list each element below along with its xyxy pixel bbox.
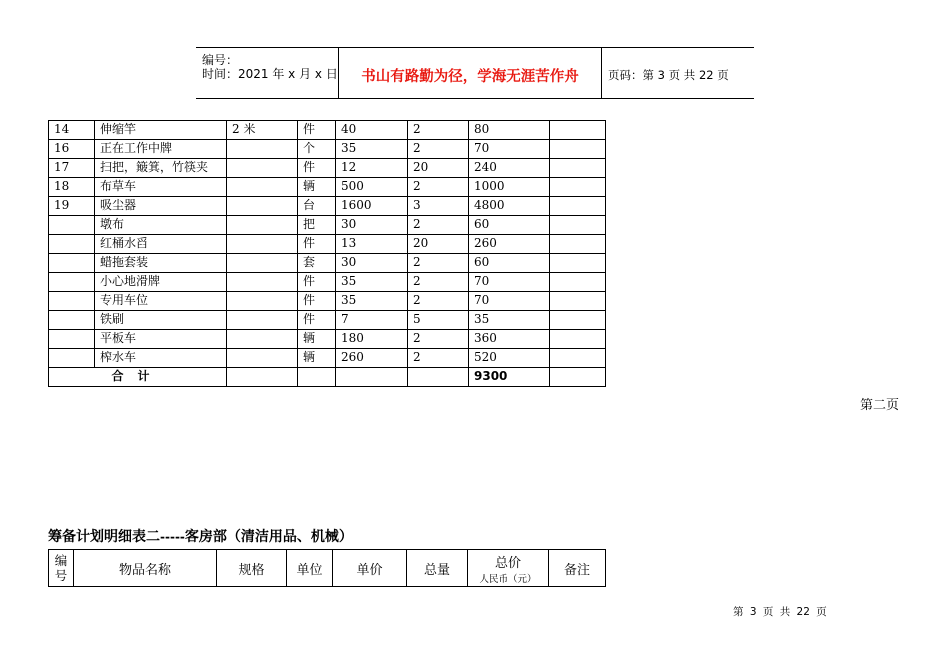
cell-spec bbox=[227, 178, 298, 197]
cell-name: 布草车 bbox=[95, 178, 227, 197]
cell-unit: 件 bbox=[298, 121, 336, 140]
cell-total: 35 bbox=[469, 311, 550, 330]
cell-spec bbox=[227, 159, 298, 178]
cell-price: 13 bbox=[336, 235, 408, 254]
cell-spec: 2 米 bbox=[227, 121, 298, 140]
header-note: 备注 bbox=[549, 550, 606, 587]
cell-spec bbox=[227, 311, 298, 330]
cell-name: 平板车 bbox=[95, 330, 227, 349]
table-row bbox=[49, 273, 606, 292]
cell-spec bbox=[227, 235, 298, 254]
cell-qty: 2 bbox=[408, 121, 469, 140]
cell-qty: 2 bbox=[408, 292, 469, 311]
total-cell-empty bbox=[408, 368, 469, 387]
cell-no: 17 bbox=[49, 159, 95, 178]
header-name: 物品名称 bbox=[74, 550, 217, 587]
cell-name: 扫把，簸箕，竹筷夹 bbox=[95, 159, 227, 178]
doc-number-label: 编号： bbox=[202, 53, 239, 67]
items-table bbox=[48, 120, 606, 387]
header-page-cell bbox=[602, 48, 754, 98]
cell-unit: 件 bbox=[298, 235, 336, 254]
cell-price: 30 bbox=[336, 254, 408, 273]
cell-spec bbox=[227, 197, 298, 216]
cell-spec bbox=[227, 254, 298, 273]
cell-qty: 2 bbox=[408, 254, 469, 273]
page-header bbox=[196, 47, 754, 99]
header-no bbox=[49, 550, 74, 587]
page-footer: 第 3 页 共 22 页 bbox=[733, 606, 827, 618]
cell-name: 专用车位 bbox=[95, 292, 227, 311]
cell-no: 14 bbox=[49, 121, 95, 140]
cell-spec bbox=[227, 349, 298, 368]
doc-date-label: 时间：2021 年 x 月 x 日 bbox=[202, 67, 338, 81]
header-spec: 规格 bbox=[217, 550, 287, 587]
cell-spec bbox=[227, 292, 298, 311]
cell-qty: 2 bbox=[408, 216, 469, 235]
cell-spec bbox=[227, 273, 298, 292]
cell-price: 30 bbox=[336, 216, 408, 235]
cell-unit: 辆 bbox=[298, 349, 336, 368]
total-cell-empty bbox=[227, 368, 298, 387]
cell-total: 360 bbox=[469, 330, 550, 349]
cell-unit: 件 bbox=[298, 273, 336, 292]
cell-total: 70 bbox=[469, 140, 550, 159]
table-row bbox=[49, 235, 606, 254]
cell-qty: 2 bbox=[408, 178, 469, 197]
cell-price: 35 bbox=[336, 292, 408, 311]
header-total-main: 总价 bbox=[494, 555, 521, 571]
cell-price: 500 bbox=[336, 178, 408, 197]
table-row bbox=[49, 159, 606, 178]
cell-unit: 把 bbox=[298, 216, 336, 235]
cell-note bbox=[550, 330, 606, 349]
cell-price: 180 bbox=[336, 330, 408, 349]
section-title bbox=[48, 526, 353, 546]
header-info-cell bbox=[196, 48, 339, 98]
total-cell-empty bbox=[336, 368, 408, 387]
cell-total: 70 bbox=[469, 273, 550, 292]
cell-no bbox=[49, 216, 95, 235]
cell-total: 1000 bbox=[469, 178, 550, 197]
cell-spec bbox=[227, 140, 298, 159]
table-row bbox=[49, 292, 606, 311]
cell-total: 4800 bbox=[469, 197, 550, 216]
header-price: 单价 bbox=[333, 550, 407, 587]
table-row bbox=[49, 330, 606, 349]
cell-no bbox=[49, 330, 95, 349]
cell-name: 铁刷 bbox=[95, 311, 227, 330]
header-motto-cell bbox=[339, 48, 602, 98]
total-cell-empty bbox=[298, 368, 336, 387]
total-cell-empty bbox=[550, 368, 606, 387]
cell-no bbox=[49, 292, 95, 311]
cell-unit: 个 bbox=[298, 140, 336, 159]
cell-note bbox=[550, 254, 606, 273]
cell-no: 19 bbox=[49, 197, 95, 216]
cell-total: 60 bbox=[469, 254, 550, 273]
table-row bbox=[49, 311, 606, 330]
cell-name: 红桶水舀 bbox=[95, 235, 227, 254]
cell-spec bbox=[227, 216, 298, 235]
header-qty: 总量 bbox=[407, 550, 468, 587]
cell-unit: 台 bbox=[298, 197, 336, 216]
section2-header-row bbox=[49, 550, 606, 587]
cell-name: 墩布 bbox=[95, 216, 227, 235]
cell-unit: 件 bbox=[298, 311, 336, 330]
cell-note bbox=[550, 140, 606, 159]
cell-note bbox=[550, 216, 606, 235]
cell-unit: 辆 bbox=[298, 330, 336, 349]
total-row bbox=[49, 368, 606, 387]
cell-name: 吸尘器 bbox=[95, 197, 227, 216]
items-table-body bbox=[49, 121, 606, 368]
page-marker: 第二页 bbox=[860, 398, 900, 413]
table-row bbox=[49, 197, 606, 216]
section2-table bbox=[48, 549, 606, 587]
cell-qty: 2 bbox=[408, 349, 469, 368]
table-row bbox=[49, 349, 606, 368]
cell-name: 正在工作中牌 bbox=[95, 140, 227, 159]
table-row bbox=[49, 254, 606, 273]
table-row bbox=[49, 140, 606, 159]
cell-spec bbox=[227, 330, 298, 349]
header-total-sub: 人民币（元） bbox=[479, 573, 537, 585]
cell-name: 榨水车 bbox=[95, 349, 227, 368]
cell-qty: 2 bbox=[408, 273, 469, 292]
total-value: 9300 bbox=[469, 368, 550, 387]
section-title-main: 筹备计划明细表二 bbox=[48, 529, 160, 545]
cell-no: 18 bbox=[49, 178, 95, 197]
cell-price: 7 bbox=[336, 311, 408, 330]
table-row bbox=[49, 121, 606, 140]
cell-price: 35 bbox=[336, 273, 408, 292]
cell-no bbox=[49, 311, 95, 330]
cell-price: 12 bbox=[336, 159, 408, 178]
cell-name: 蜡拖套装 bbox=[95, 254, 227, 273]
cell-note bbox=[550, 311, 606, 330]
cell-note bbox=[550, 235, 606, 254]
cell-no bbox=[49, 254, 95, 273]
cell-qty: 5 bbox=[408, 311, 469, 330]
total-label: 合计 bbox=[49, 368, 227, 387]
section-title-dash: ----- bbox=[160, 530, 185, 544]
cell-name: 伸缩竿 bbox=[95, 121, 227, 140]
cell-note bbox=[550, 178, 606, 197]
cell-note bbox=[550, 273, 606, 292]
cell-unit: 件 bbox=[298, 159, 336, 178]
cell-no bbox=[49, 273, 95, 292]
cell-total: 70 bbox=[469, 292, 550, 311]
header-unit: 单位 bbox=[287, 550, 333, 587]
cell-qty: 2 bbox=[408, 140, 469, 159]
cell-no bbox=[49, 349, 95, 368]
cell-note bbox=[550, 121, 606, 140]
motto-text: 书山有路勤为径，学海无涯苦作舟 bbox=[361, 69, 579, 85]
cell-total: 520 bbox=[469, 349, 550, 368]
cell-price: 35 bbox=[336, 140, 408, 159]
cell-price: 40 bbox=[336, 121, 408, 140]
page-info: 页码：第 3 页 共 22 页 bbox=[608, 68, 729, 82]
cell-unit: 件 bbox=[298, 292, 336, 311]
cell-note bbox=[550, 349, 606, 368]
cell-price: 1600 bbox=[336, 197, 408, 216]
table-row bbox=[49, 216, 606, 235]
header-total bbox=[468, 550, 549, 587]
cell-qty: 2 bbox=[408, 330, 469, 349]
cell-qty: 20 bbox=[408, 159, 469, 178]
cell-total: 80 bbox=[469, 121, 550, 140]
table-row bbox=[49, 178, 606, 197]
cell-total: 260 bbox=[469, 235, 550, 254]
cell-name: 小心地滑牌 bbox=[95, 273, 227, 292]
cell-note bbox=[550, 292, 606, 311]
cell-no: 16 bbox=[49, 140, 95, 159]
cell-note bbox=[550, 159, 606, 178]
cell-qty: 3 bbox=[408, 197, 469, 216]
cell-note bbox=[550, 197, 606, 216]
cell-price: 260 bbox=[336, 349, 408, 368]
cell-total: 60 bbox=[469, 216, 550, 235]
section-title-rest: 客房部（清洁用品、机械） bbox=[184, 529, 353, 545]
cell-qty: 20 bbox=[408, 235, 469, 254]
cell-total: 240 bbox=[469, 159, 550, 178]
header-no-text: 编 号 bbox=[54, 553, 68, 583]
cell-unit: 辆 bbox=[298, 178, 336, 197]
cell-unit: 套 bbox=[298, 254, 336, 273]
cell-no bbox=[49, 235, 95, 254]
